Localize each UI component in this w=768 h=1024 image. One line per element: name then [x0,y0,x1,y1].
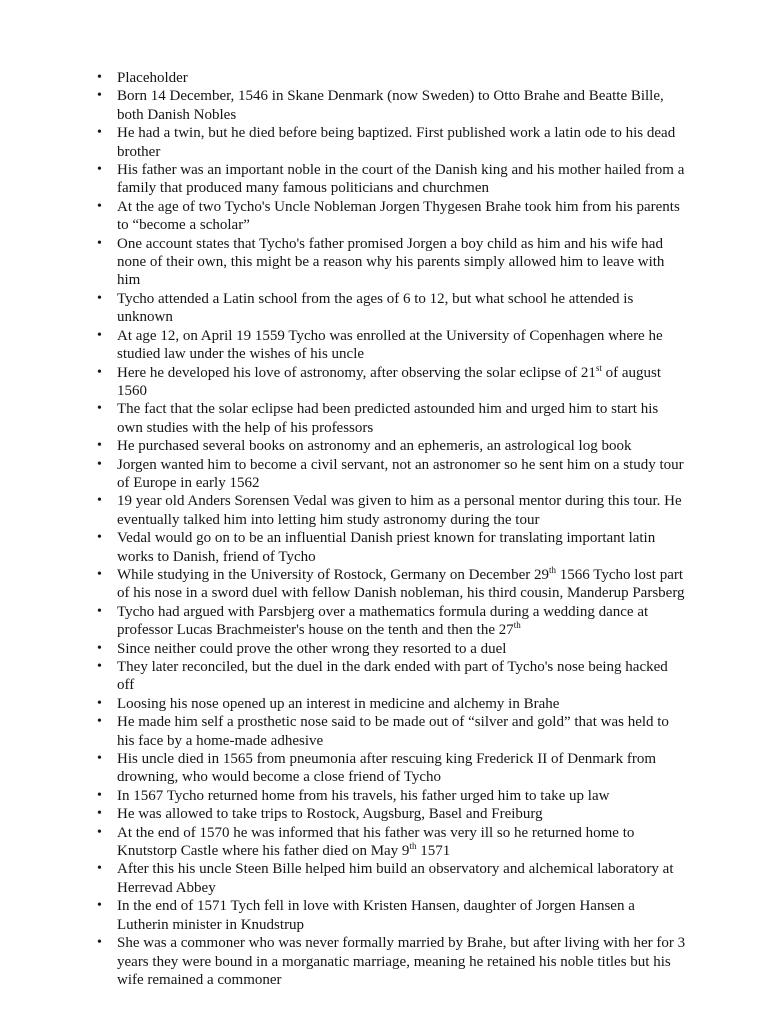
bullet-item: • Vedal would go on to be an influential Danish priest known for translating important latin works to Danish, friend of Tycho [95,529,687,566]
bullet-item: • One account states that Tycho's father promised Jorgen a boy child as him and his wife had none of their own, this might be a reason why his parents simply allowed him to leave with him [95,235,687,290]
bullet-item: • At the age of two Tycho's Uncle Nobleman Jorgen Thygesen Brahe took him from his parents to “become a scholar” [95,198,687,235]
bullet-item: • Tycho attended a Latin school from the ages of 6 to 12, but what school he attended is unknown [95,290,687,327]
bullet-item: • His father was an important noble in the court of the Danish king and his mother hailed from a family that produced many famous politicians and churchmen [95,161,687,198]
bullet-item: • They later reconciled, but the duel in the dark ended with part of Tycho's nose being hacked off [95,658,687,695]
ordinal-superscript: th [409,841,417,852]
bullet-item: • His uncle died in 1565 from pneumonia after rescuing king Frederick II of Denmark from drowning, who would become a close friend of Tycho [95,750,687,787]
bullet-item: • Loosing his nose opened up an interest in medicine and alchemy in Brahe [95,695,687,713]
bullet-item: • Since neither could prove the other wrong they resorted to a duel [95,640,687,658]
bullet-item: • Tycho had argued with Parsbjerg over a mathematics formula during a wedding dance at professor Lucas Brachmeister's house on the tenth and then the 27th [95,603,687,640]
bullet-item: • After this his uncle Steen Bille helped him build an observatory and alchemical laboratory at Herrevad Abbey [95,860,687,897]
bullet-item: • He made him self a prosthetic nose said to be made out of “silver and gold” that was held to his face by a home-made adhesive [95,713,687,750]
bullet-item: • At the end of 1570 he was informed that his father was very ill so he returned home to Knutstorp Castle where his father died on May 9th 1571 [95,824,687,861]
ordinal-superscript: th [549,564,557,575]
bullet-item: • At age 12, on April 19 1559 Tycho was enrolled at the University of Copenhagen where he studied law under the wishes of his uncle [95,327,687,364]
bullet-item: • He was allowed to take trips to Rostock, Augsburg, Basel and Freiburg [95,805,687,823]
bullet-item: • 19 year old Anders Sorensen Vedal was given to him as a personal mentor during this tour. He eventually talked him into letting him study astronomy during the tour [95,492,687,529]
ordinal-superscript: th [513,620,521,631]
bullet-item: • She was a commoner who was never formally married by Brahe, but after living with her for 3 years they were bound in a morganatic marriage, meaning he retained his noble titles but his wife remained a commoner [95,934,687,989]
bullet-item: • The fact that the solar eclipse had been predicted astounded him and urged him to start his own studies with the help of his professors [95,400,687,437]
bullet-item: • Placeholder [95,69,687,87]
bullet-item: • In the end of 1571 Tych fell in love with Kristen Hansen, daughter of Jorgen Hansen a Lutherin minister in Knudstrup [95,897,687,934]
bullet-item: • Jorgen wanted him to become a civil servant, not an astronomer so he sent him on a study tour of Europe in early 1562 [95,456,687,493]
ordinal-superscript: st [595,362,602,373]
bullet-item: • In 1567 Tycho returned home from his travels, his father urged him to take up law [95,787,687,805]
bullet-list [95,69,687,989]
bullet-item: • He had a twin, but he died before being baptized. First published work a latin ode to his dead brother [95,124,687,161]
bullet-item: • He purchased several books on astronomy and an ephemeris, an astrological log book [95,437,687,455]
bullet-item: • Here he developed his love of astronomy, after observing the solar eclipse of 21st of august 1560 [95,364,687,401]
bullet-item: • Born 14 December, 1546 in Skane Denmark (now Sweden) to Otto Brahe and Beatte Bille, both Danish Nobles [95,87,687,124]
bullet-item: • While studying in the University of Rostock, Germany on December 29th 1566 Tycho lost part of his nose in a sword duel with fellow Danish nobleman, his third cousin, Manderup Parsberg [95,566,687,603]
